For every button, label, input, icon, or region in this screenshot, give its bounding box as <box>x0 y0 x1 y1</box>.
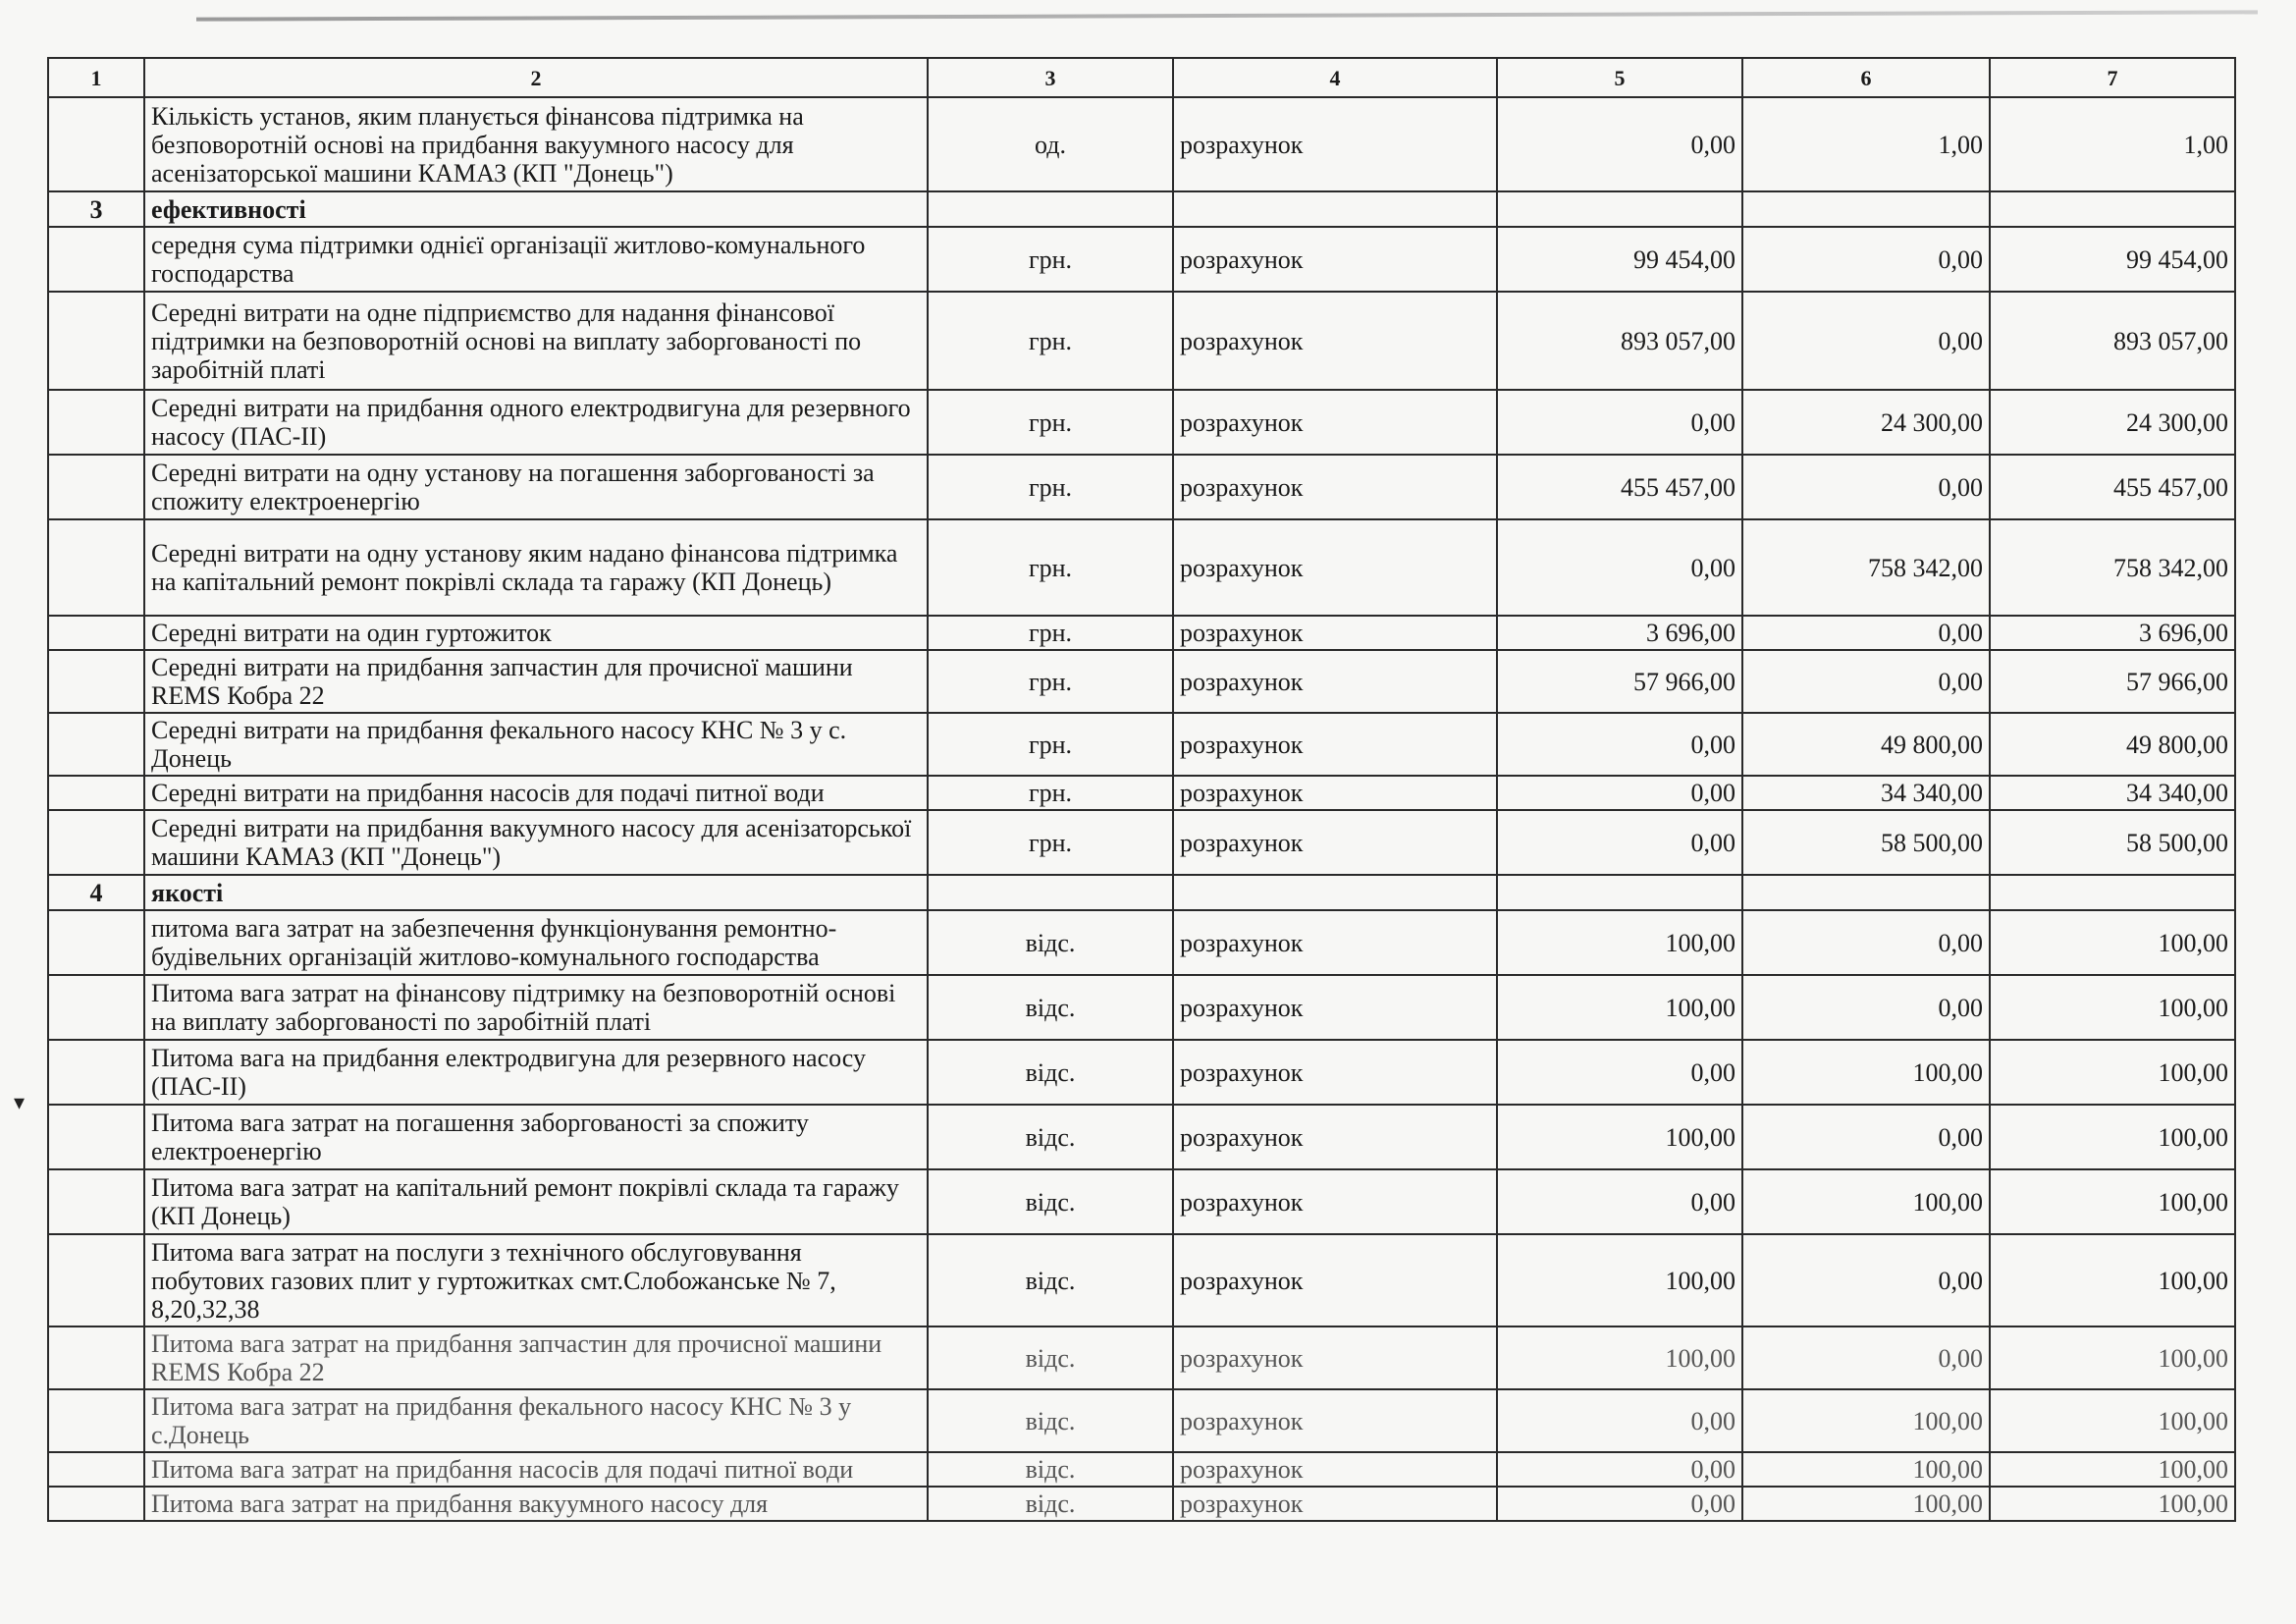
unit-cell: відс. <box>928 910 1173 975</box>
indicator-name: Середні витрати на придбання фекального насосу КНС № 3 у с. Донець <box>144 713 928 776</box>
source-cell: розрахунок <box>1173 910 1497 975</box>
indicator-name: Питома вага затрат на придбання фекального насосу КНС № 3 у с.Донець <box>144 1389 928 1452</box>
value-col-5: 0,00 <box>1497 1040 1742 1105</box>
table-row <box>48 519 2235 616</box>
source-cell: розрахунок <box>1173 455 1497 519</box>
col-header-5: 5 <box>1497 58 1742 97</box>
value-col-7: 100,00 <box>1990 1040 2235 1105</box>
row-number: 3 <box>48 191 144 227</box>
value-col-5: 100,00 <box>1497 1105 1742 1169</box>
value-col-6: 0,00 <box>1742 292 1990 390</box>
unit-cell: грн. <box>928 776 1173 810</box>
value-col-5: 0,00 <box>1497 1487 1742 1521</box>
table-row <box>48 910 2235 975</box>
table-row <box>48 390 2235 455</box>
unit-cell <box>928 191 1173 227</box>
row-number: 4 <box>48 875 144 910</box>
value-col-7: 758 342,00 <box>1990 519 2235 616</box>
indicator-name: ефективності <box>144 191 928 227</box>
unit-cell: грн. <box>928 616 1173 650</box>
row-number <box>48 1326 144 1389</box>
value-col-5: 99 454,00 <box>1497 227 1742 292</box>
source-cell: розрахунок <box>1173 776 1497 810</box>
value-col-5: 100,00 <box>1497 910 1742 975</box>
value-col-5: 100,00 <box>1497 1234 1742 1326</box>
value-col-7: 455 457,00 <box>1990 455 2235 519</box>
value-col-7: 100,00 <box>1990 1452 2235 1487</box>
unit-cell: од. <box>928 97 1173 191</box>
indicator-name: Кількість установ, яким планується фінансова підтримка на безповоротній основі на придбання вакуумного насосу для асенізаторської машини КАМАЗ (КП "Донець") <box>144 97 928 191</box>
source-cell: розрахунок <box>1173 1326 1497 1389</box>
unit-cell: відс. <box>928 975 1173 1040</box>
unit-cell: відс. <box>928 1105 1173 1169</box>
unit-cell: грн. <box>928 455 1173 519</box>
source-cell: розрахунок <box>1173 390 1497 455</box>
row-number <box>48 455 144 519</box>
table-row <box>48 713 2235 776</box>
unit-cell: відс. <box>928 1234 1173 1326</box>
unit-cell: відс. <box>928 1040 1173 1105</box>
value-col-6: 758 342,00 <box>1742 519 1990 616</box>
indicator-name: Питома вага на придбання електродвигуна для резервного насосу (ПАС-ІІ) <box>144 1040 928 1105</box>
table-row <box>48 1452 2235 1487</box>
section-row <box>48 191 2235 227</box>
indicator-name: Середні витрати на одну установу на погашення заборгованості за спожиту електроенергію <box>144 455 928 519</box>
value-col-6: 0,00 <box>1742 616 1990 650</box>
table-row <box>48 975 2235 1040</box>
indicator-name: середня сума підтримки однієї організації житлово-комунального господарства <box>144 227 928 292</box>
value-col-5: 0,00 <box>1497 97 1742 191</box>
source-cell: розрахунок <box>1173 650 1497 713</box>
value-col-6: 0,00 <box>1742 975 1990 1040</box>
value-col-6: 0,00 <box>1742 650 1990 713</box>
value-col-7 <box>1990 875 2235 910</box>
table-row <box>48 1389 2235 1452</box>
source-cell: розрахунок <box>1173 97 1497 191</box>
value-col-6: 58 500,00 <box>1742 810 1990 875</box>
value-col-7: 100,00 <box>1990 1234 2235 1326</box>
value-col-6: 0,00 <box>1742 1326 1990 1389</box>
indicator-name: Середні витрати на один гуртожиток <box>144 616 928 650</box>
value-col-7: 24 300,00 <box>1990 390 2235 455</box>
value-col-6: 34 340,00 <box>1742 776 1990 810</box>
indicator-name: Питома вага затрат на придбання вакуумного насосу для <box>144 1487 928 1521</box>
row-number <box>48 1169 144 1234</box>
row-number <box>48 1040 144 1105</box>
value-col-6: 0,00 <box>1742 227 1990 292</box>
indicator-name: Середні витрати на одне підприємство для надання фінансової підтримки на безповоротній основі на виплату заборгованості по заробітній платі <box>144 292 928 390</box>
value-col-7: 49 800,00 <box>1990 713 2235 776</box>
value-col-7: 100,00 <box>1990 1389 2235 1452</box>
row-number <box>48 1452 144 1487</box>
row-number <box>48 650 144 713</box>
indicator-name: Середні витрати на одну установу яким надано фінансова підтримка на капітальний ремонт покрівлі склада та гаражу (КП Донець) <box>144 519 928 616</box>
source-cell: розрахунок <box>1173 810 1497 875</box>
value-col-6: 0,00 <box>1742 910 1990 975</box>
unit-cell: грн. <box>928 713 1173 776</box>
source-cell <box>1173 875 1497 910</box>
indicator-name: Питома вага затрат на фінансову підтримку на безповоротній основі на виплату заборгованості по заробітній платі <box>144 975 928 1040</box>
value-col-7: 3 696,00 <box>1990 616 2235 650</box>
row-number <box>48 910 144 975</box>
value-col-6 <box>1742 191 1990 227</box>
table-row <box>48 97 2235 191</box>
source-cell: розрахунок <box>1173 1389 1497 1452</box>
col-header-3: 3 <box>928 58 1173 97</box>
col-header-7: 7 <box>1990 58 2235 97</box>
value-col-6: 0,00 <box>1742 1105 1990 1169</box>
table-row <box>48 1105 2235 1169</box>
unit-cell: грн. <box>928 650 1173 713</box>
table-row <box>48 616 2235 650</box>
source-cell: розрахунок <box>1173 1452 1497 1487</box>
value-col-6: 100,00 <box>1742 1452 1990 1487</box>
unit-cell: грн. <box>928 227 1173 292</box>
row-number <box>48 713 144 776</box>
value-col-7: 100,00 <box>1990 1169 2235 1234</box>
source-cell: розрахунок <box>1173 1040 1497 1105</box>
table-row <box>48 1234 2235 1326</box>
indicators-table <box>47 57 2236 1522</box>
value-col-5: 0,00 <box>1497 1389 1742 1452</box>
value-col-7: 100,00 <box>1990 1326 2235 1389</box>
source-cell <box>1173 191 1497 227</box>
table-row <box>48 810 2235 875</box>
value-col-5: 100,00 <box>1497 975 1742 1040</box>
unit-cell: відс. <box>928 1169 1173 1234</box>
table-row <box>48 1040 2235 1105</box>
value-col-5: 0,00 <box>1497 390 1742 455</box>
value-col-7: 100,00 <box>1990 910 2235 975</box>
source-cell: розрахунок <box>1173 1234 1497 1326</box>
value-col-7: 1,00 <box>1990 97 2235 191</box>
page-edge-shadow <box>196 10 2258 21</box>
value-col-5: 100,00 <box>1497 1326 1742 1389</box>
unit-cell: відс. <box>928 1389 1173 1452</box>
indicator-name: Питома вага затрат на погашення заборгованості за спожиту електроенергію <box>144 1105 928 1169</box>
value-col-5: 0,00 <box>1497 810 1742 875</box>
value-col-7: 100,00 <box>1990 1105 2235 1169</box>
table-row <box>48 455 2235 519</box>
row-number <box>48 616 144 650</box>
value-col-6: 100,00 <box>1742 1487 1990 1521</box>
value-col-6: 49 800,00 <box>1742 713 1990 776</box>
value-col-7: 100,00 <box>1990 1487 2235 1521</box>
value-col-5: 0,00 <box>1497 1169 1742 1234</box>
source-cell: розрахунок <box>1173 1487 1497 1521</box>
source-cell: розрахунок <box>1173 975 1497 1040</box>
indicator-name: якості <box>144 875 928 910</box>
value-col-5: 3 696,00 <box>1497 616 1742 650</box>
unit-cell: відс. <box>928 1452 1173 1487</box>
unit-cell: грн. <box>928 519 1173 616</box>
source-cell: розрахунок <box>1173 1169 1497 1234</box>
value-col-7: 100,00 <box>1990 975 2235 1040</box>
value-col-6: 1,00 <box>1742 97 1990 191</box>
col-header-1: 1 <box>48 58 144 97</box>
col-header-2: 2 <box>144 58 928 97</box>
value-col-5: 0,00 <box>1497 713 1742 776</box>
value-col-5: 0,00 <box>1497 519 1742 616</box>
value-col-7: 34 340,00 <box>1990 776 2235 810</box>
indicator-name: Середні витрати на придбання запчастин для прочисної машини REMS Кобра 22 <box>144 650 928 713</box>
indicator-name: Питома вага затрат на придбання запчастин для прочисної машини REMS Кобра 22 <box>144 1326 928 1389</box>
table-row <box>48 776 2235 810</box>
table-row <box>48 1326 2235 1389</box>
value-col-5 <box>1497 191 1742 227</box>
value-col-7: 57 966,00 <box>1990 650 2235 713</box>
unit-cell <box>928 875 1173 910</box>
row-number <box>48 975 144 1040</box>
value-col-5: 0,00 <box>1497 1452 1742 1487</box>
value-col-6: 0,00 <box>1742 1234 1990 1326</box>
value-col-5: 57 966,00 <box>1497 650 1742 713</box>
table-row <box>48 650 2235 713</box>
row-number <box>48 227 144 292</box>
value-col-5 <box>1497 875 1742 910</box>
source-cell: розрахунок <box>1173 519 1497 616</box>
unit-cell: грн. <box>928 390 1173 455</box>
row-number <box>48 776 144 810</box>
row-number <box>48 1105 144 1169</box>
row-number <box>48 1389 144 1452</box>
indicator-name: Середні витрати на придбання вакуумного насосу для асенізаторської машини КАМАЗ (КП "Донець") <box>144 810 928 875</box>
value-col-5: 0,00 <box>1497 776 1742 810</box>
row-number <box>48 292 144 390</box>
unit-cell: грн. <box>928 810 1173 875</box>
table-row <box>48 1487 2235 1521</box>
row-number <box>48 1487 144 1521</box>
value-col-6: 24 300,00 <box>1742 390 1990 455</box>
column-number-row <box>48 58 2235 97</box>
scan-mark: ▾ <box>14 1090 26 1114</box>
unit-cell: відс. <box>928 1326 1173 1389</box>
source-cell: розрахунок <box>1173 292 1497 390</box>
value-col-6: 100,00 <box>1742 1169 1990 1234</box>
col-header-6: 6 <box>1742 58 1990 97</box>
value-col-6: 100,00 <box>1742 1389 1990 1452</box>
row-number <box>48 390 144 455</box>
value-col-5: 455 457,00 <box>1497 455 1742 519</box>
unit-cell: відс. <box>928 1487 1173 1521</box>
row-number <box>48 1234 144 1326</box>
value-col-7: 99 454,00 <box>1990 227 2235 292</box>
indicator-name: Питома вага затрат на придбання насосів для подачі питної води <box>144 1452 928 1487</box>
source-cell: розрахунок <box>1173 1105 1497 1169</box>
value-col-6: 0,00 <box>1742 455 1990 519</box>
table-row <box>48 227 2235 292</box>
row-number <box>48 97 144 191</box>
table-row <box>48 1169 2235 1234</box>
row-number <box>48 519 144 616</box>
indicator-name: Середні витрати на придбання насосів для подачі питної води <box>144 776 928 810</box>
indicator-name: питома вага затрат на забезпечення функціонування ремонтно-будівельних організацій житлово-комунального господарства <box>144 910 928 975</box>
source-cell: розрахунок <box>1173 227 1497 292</box>
value-col-5: 893 057,00 <box>1497 292 1742 390</box>
table-row <box>48 292 2235 390</box>
value-col-6: 100,00 <box>1742 1040 1990 1105</box>
value-col-7: 893 057,00 <box>1990 292 2235 390</box>
unit-cell: грн. <box>928 292 1173 390</box>
indicator-name: Питома вага затрат на послуги з технічного обслуговування побутових газових плит у гуртожитках смт.Слобожанське № 7, 8,20,32,38 <box>144 1234 928 1326</box>
indicator-name: Питома вага затрат на капітальний ремонт покрівлі склада та гаражу (КП Донець) <box>144 1169 928 1234</box>
value-col-6 <box>1742 875 1990 910</box>
row-number <box>48 810 144 875</box>
source-cell: розрахунок <box>1173 616 1497 650</box>
value-col-7: 58 500,00 <box>1990 810 2235 875</box>
col-header-4: 4 <box>1173 58 1497 97</box>
source-cell: розрахунок <box>1173 713 1497 776</box>
value-col-7 <box>1990 191 2235 227</box>
indicator-name: Середні витрати на придбання одного електродвигуна для резервного насосу (ПАС-ІІ) <box>144 390 928 455</box>
section-row <box>48 875 2235 910</box>
